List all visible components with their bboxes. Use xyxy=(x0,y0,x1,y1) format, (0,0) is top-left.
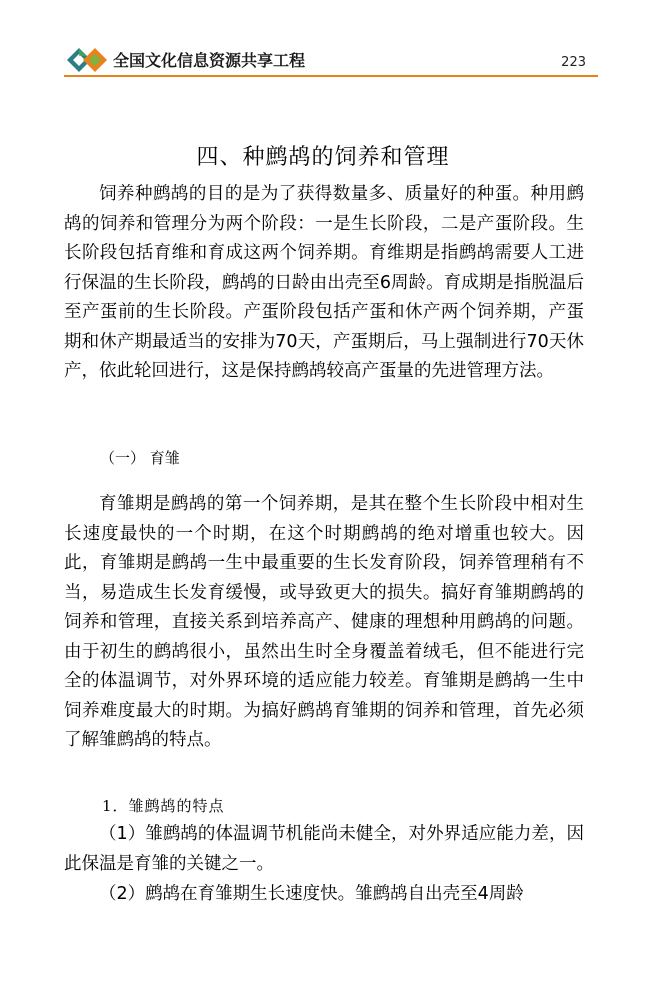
page-number: 223 xyxy=(561,55,586,70)
page-header xyxy=(0,0,646,80)
chapter-title: 四、种鹧鸪的饲养和管理 xyxy=(196,145,450,170)
list-item: （2）鹧鸪在育雏期生长速度快。雏鹧鸪自出壳至4周龄 xyxy=(99,884,524,904)
section-heading: （一） 育雏 xyxy=(100,449,180,467)
intro-paragraph: 饲养种鹧鸪的目的是为了获得数量多、质量好的种蛋。种用鹧鸪的饲养和管理分为两个阶段：一是生长阶段，二是产蛋阶段。生长阶段包括育维和育成这两个饲养期。育维期是指鹧鸪需要人工进行保温的生长阶段，鹧鸪的日龄由出壳至6周龄。育成期是指脱温后至产蛋前的生长阶段。产蛋阶段包括产蛋和休产两个饲养期，产蛋期和休产期最适当的安排为70天，产蛋期后，马上强制进行70天休产，依此轮回进行，这是保持鹧鸪较高产蛋量的先进管理方法。 xyxy=(64,184,584,381)
diamond-logo-icon xyxy=(65,44,111,76)
header-title: 全国文化信息资源共享工程 xyxy=(113,51,306,70)
section-paragraph: 育雏期是鹧鸪的第一个饲养期，是其在整个生长阶段中相对生长速度最快的一个时期，在这个时期鹧鸪的绝对增重也较大。因此，育雏期是鹧鸪一生中最重要的生长发育阶段，饲养管理稍有不当，易造成生长发育缓慢，或导致更大的损失。搞好育雏期鹧鸪的饲养和管理，直接关系到培养高产、健康的理想种用鹧鸪的问题。由于初生的鹧鸪很小，虽然出生时全身覆盖着绒毛，但不能进行完全的体温调节，对外界环境的适应能力较差。育雏期是鹧鸪一生中饲养难度最大的时期。为搞好鹧鸪育雏期的饲养和管理，首先必须了解雏鹧鸪的特点。 xyxy=(64,494,584,750)
list-item: （1）雏鹧鸪的体温调节机能尚未健全，对外界适应能力差，因此保温是育雏的关键之一。 xyxy=(64,824,584,874)
header-divider xyxy=(64,75,598,77)
subsection-heading: 1．雏鹧鸪的特点 xyxy=(102,797,225,815)
